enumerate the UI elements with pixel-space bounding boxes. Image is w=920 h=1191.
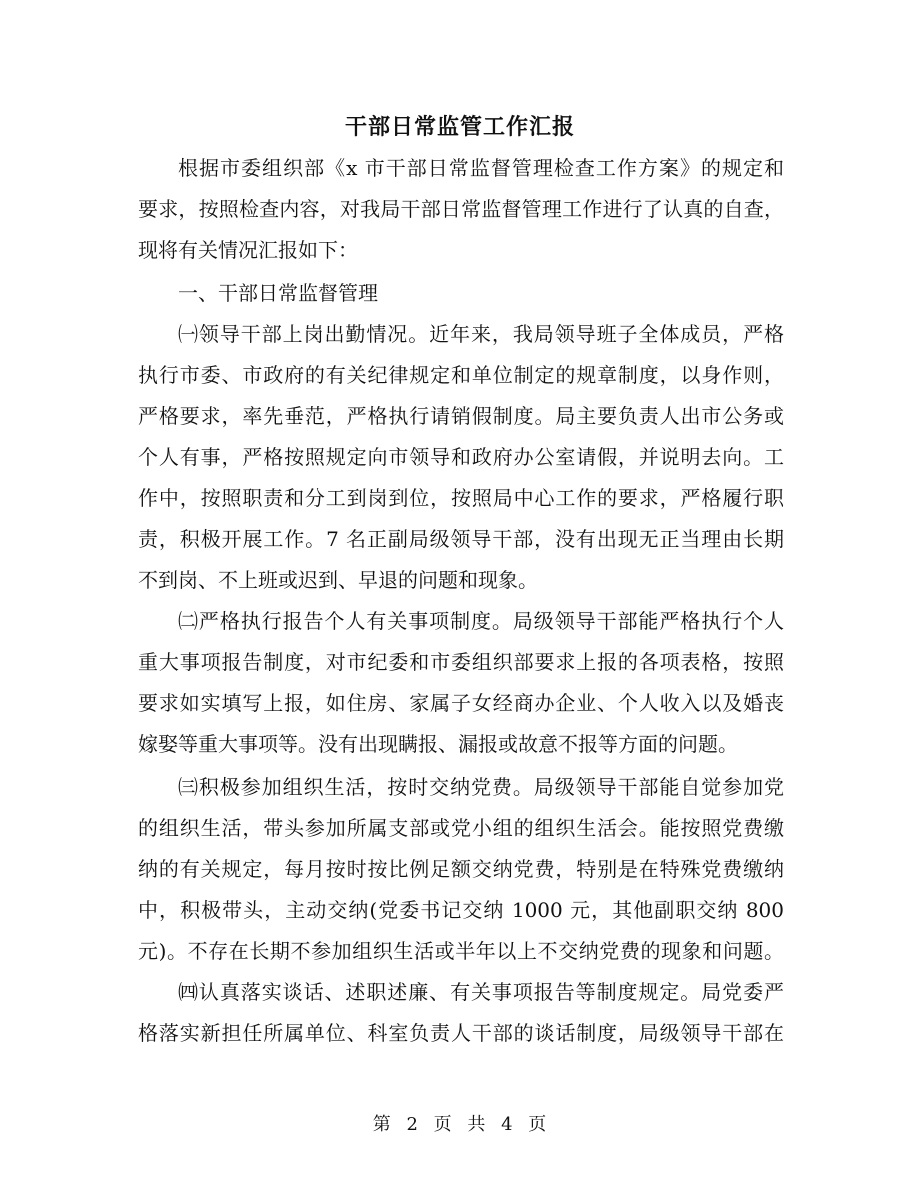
page-label-prefix: 第 [372, 1114, 392, 1135]
page-label-suffix: 页 [528, 1114, 548, 1135]
paragraph-line: 要求，按照检查内容，对我局干部日常监督管理工作进行了认真的自查， [138, 197, 784, 221]
paragraph-line: 严格要求，率先垂范，严格执行请销假制度。局主要负责人出市公务或 [138, 404, 784, 428]
paragraph-line: 的组织生活，带头参加所属支部或党小组的组织生活会。能按照党费缴 [138, 816, 784, 840]
page-footer [0, 1110, 920, 1136]
paragraph-line: 重大事项报告制度，对市纪委和市委组织部要求上报的各项表格，按照 [138, 650, 784, 674]
paragraph-line: 根据市委组织部《x 市干部日常监督管理检查工作方案》的规定和 [178, 156, 784, 180]
page-total: 4 [501, 1114, 514, 1135]
paragraph-line: 中，积极带头，主动交纳(党委书记交纳 1000 元，其他副职交纳 800 [138, 898, 784, 922]
paragraph-line: 不到岗、不上班或迟到、早退的问题和现象。 [138, 568, 538, 592]
section-heading: 一、干部日常监督管理 [178, 281, 378, 305]
paragraph-line: ㈠领导干部上岗出勤情况。近年来，我局领导班子全体成员，严格 [178, 322, 784, 346]
paragraph-line: 执行市委、市政府的有关纪律规定和单位制定的规章制度，以身作则， [138, 363, 784, 387]
paragraph-line: 作中，按照职责和分工到岗到位，按照局中心工作的要求，严格履行职 [138, 486, 784, 510]
page-current: 2 [406, 1114, 419, 1135]
paragraph-line: 格落实新担任所属单位、科室负责人干部的谈话制度，局级领导干部在 [138, 1021, 784, 1045]
paragraph-line: 要求如实填写上报，如住房、家属子女经商办企业、个人收入以及婚丧 [138, 691, 784, 715]
paragraph-line: 个人有事，严格按照规定向市领导和政府办公室请假，并说明去向。工 [138, 445, 784, 469]
paragraph-line: 元)。不存在长期不参加组织生活或半年以上不交纳党费的现象和问题。 [138, 939, 784, 963]
document-title: 干部日常监管工作汇报 [344, 114, 575, 140]
page-label-mid1: 页 [433, 1114, 453, 1135]
paragraph-line: 责，积极开展工作。7 名正副局级领导干部，没有出现无正当理由长期 [138, 527, 784, 551]
paragraph-line: 嫁娶等重大事项等。没有出现瞒报、漏报或故意不报等方面的问题。 [138, 732, 738, 756]
paragraph-line: 纳的有关规定，每月按时按比例足额交纳党费，特别是在特殊党费缴纳 [138, 857, 784, 881]
paragraph-line: ㈡严格执行报告个人有关事项制度。局级领导干部能严格执行个人 [178, 609, 784, 633]
page-label-mid2: 共 [467, 1114, 487, 1135]
paragraph-line: 现将有关情况汇报如下： [138, 238, 358, 262]
paragraph-line: ㈢积极参加组织生活，按时交纳党费。局级领导干部能自觉参加党 [178, 775, 784, 799]
paragraph-line: ㈣认真落实谈话、述职述廉、有关事项报告等制度规定。局党委严 [178, 980, 784, 1004]
